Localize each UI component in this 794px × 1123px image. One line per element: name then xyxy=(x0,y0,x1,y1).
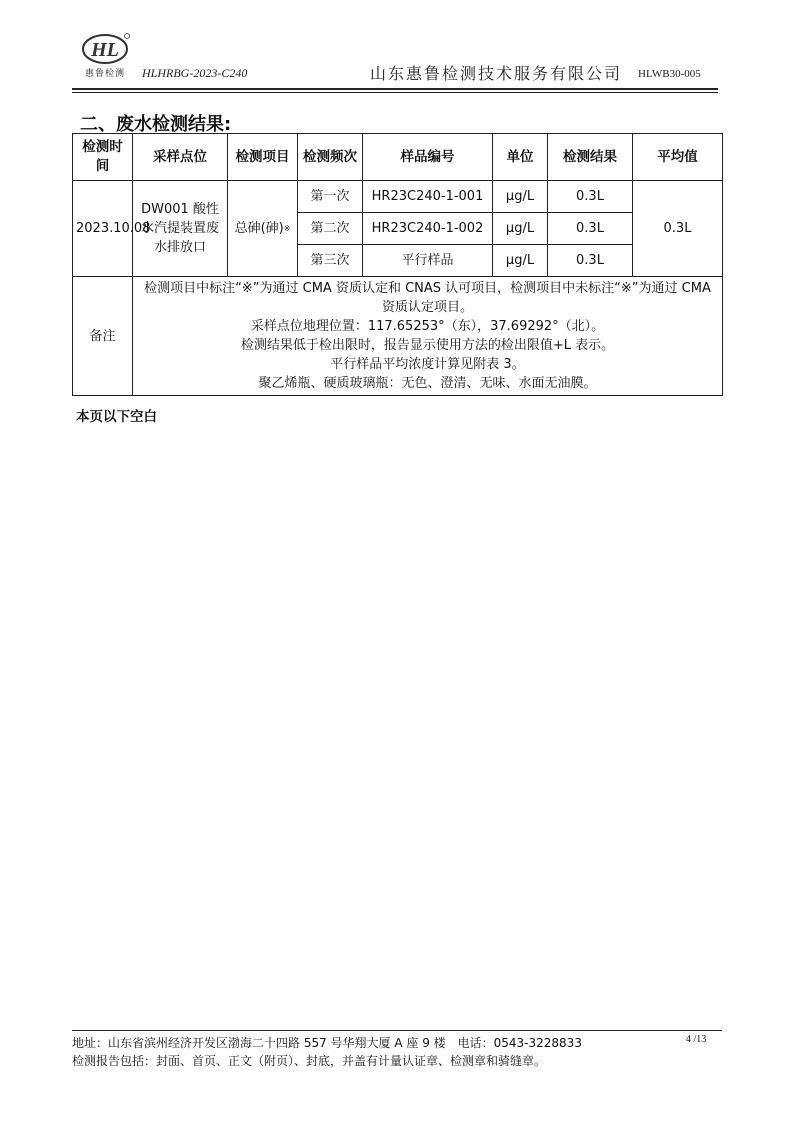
footer-rule xyxy=(72,1030,722,1031)
header-rule-thick xyxy=(72,88,718,90)
remark-line: 检测项目中标注“※”为通过 CMA 资质认定和 CNAS 认可项目，检测项目中未标注“※”为通过 CMA 资质认定项目。 xyxy=(144,281,711,315)
remark-row xyxy=(73,277,723,396)
date-cell: 2023.10.08 xyxy=(73,181,133,277)
remark-content xyxy=(133,277,723,396)
accreditation-mark: ※ xyxy=(283,224,291,233)
table-row xyxy=(73,181,723,213)
frequency-cell: 第一次 xyxy=(298,181,363,213)
frequency-cell: 第三次 xyxy=(298,245,363,277)
result-cell: 0.3L xyxy=(548,181,633,213)
unit-cell: μg/L xyxy=(493,213,548,245)
sample-no-cell: 平行样品 xyxy=(363,245,493,277)
sample-no-cell: HR23C240-1-002 xyxy=(363,213,493,245)
result-cell: 0.3L xyxy=(548,245,633,277)
report-number: HLHRBG-2023-C240 xyxy=(142,66,248,80)
wastewater-results-table xyxy=(72,133,723,396)
remark-line: 采样点位地理位置：117.65253°（东），37.69292°（北）。 xyxy=(250,319,605,334)
page-header xyxy=(72,30,718,90)
site-cell: DW001 酸性水汽提装置废水排放口 xyxy=(133,181,228,277)
logo-letters: HL xyxy=(91,39,119,61)
company-name: 山东惠鲁检测技术服务有限公司 xyxy=(370,64,623,83)
blank-below-note: 本页以下空白 xyxy=(76,409,157,425)
logo-text: 惠鲁检测 xyxy=(84,69,125,79)
average-cell: 0.3L xyxy=(633,181,723,277)
item-cell xyxy=(228,181,298,277)
remark-line: 平行样品平均浓度计算见附表 3。 xyxy=(330,357,525,372)
sample-no-cell: HR23C240-1-001 xyxy=(363,181,493,213)
header-rule-thin xyxy=(72,92,718,93)
section-title: 二、废水检测结果: xyxy=(80,114,232,135)
header-cell-frequency: 检测频次 xyxy=(298,134,363,181)
header-cell-date: 检测时间 xyxy=(73,134,133,181)
unit-cell: μg/L xyxy=(493,245,548,277)
form-number: HLWB30-005 xyxy=(638,68,701,80)
table-header-row xyxy=(73,134,723,181)
remark-label: 备注 xyxy=(73,277,133,396)
footer-report-contents: 检测报告包括：封面、首页、正文（附页）、封底，并盖有计量认证章、检测章和骑缝章。 xyxy=(72,1054,547,1068)
remark-line: 检测结果低于检出限时，报告显示使用方法的检出限值+L 表示。 xyxy=(240,338,615,353)
header-cell-average: 平均值 xyxy=(633,134,723,181)
item-name: 总砷(砷) xyxy=(234,221,284,236)
header-cell-sample-no: 样品编号 xyxy=(363,134,493,181)
footer-address: 地址：山东省滨州经济开发区渤海二十四路 557 号华翔大厦 A 座 9 楼 电话：0543-3228833 xyxy=(72,1036,582,1050)
result-cell: 0.3L xyxy=(548,213,633,245)
page-number: 4 /13 xyxy=(686,1034,707,1045)
remark-line: 聚乙烯瓶、硬质玻璃瓶：无色、澄清、无味、水面无油膜。 xyxy=(258,376,597,391)
header-cell-site: 采样点位 xyxy=(133,134,228,181)
header-cell-result: 检测结果 xyxy=(548,134,633,181)
frequency-cell: 第二次 xyxy=(298,213,363,245)
unit-cell: μg/L xyxy=(493,181,548,213)
header-cell-unit: 单位 xyxy=(493,134,548,181)
header-cell-item: 检测项目 xyxy=(228,134,298,181)
